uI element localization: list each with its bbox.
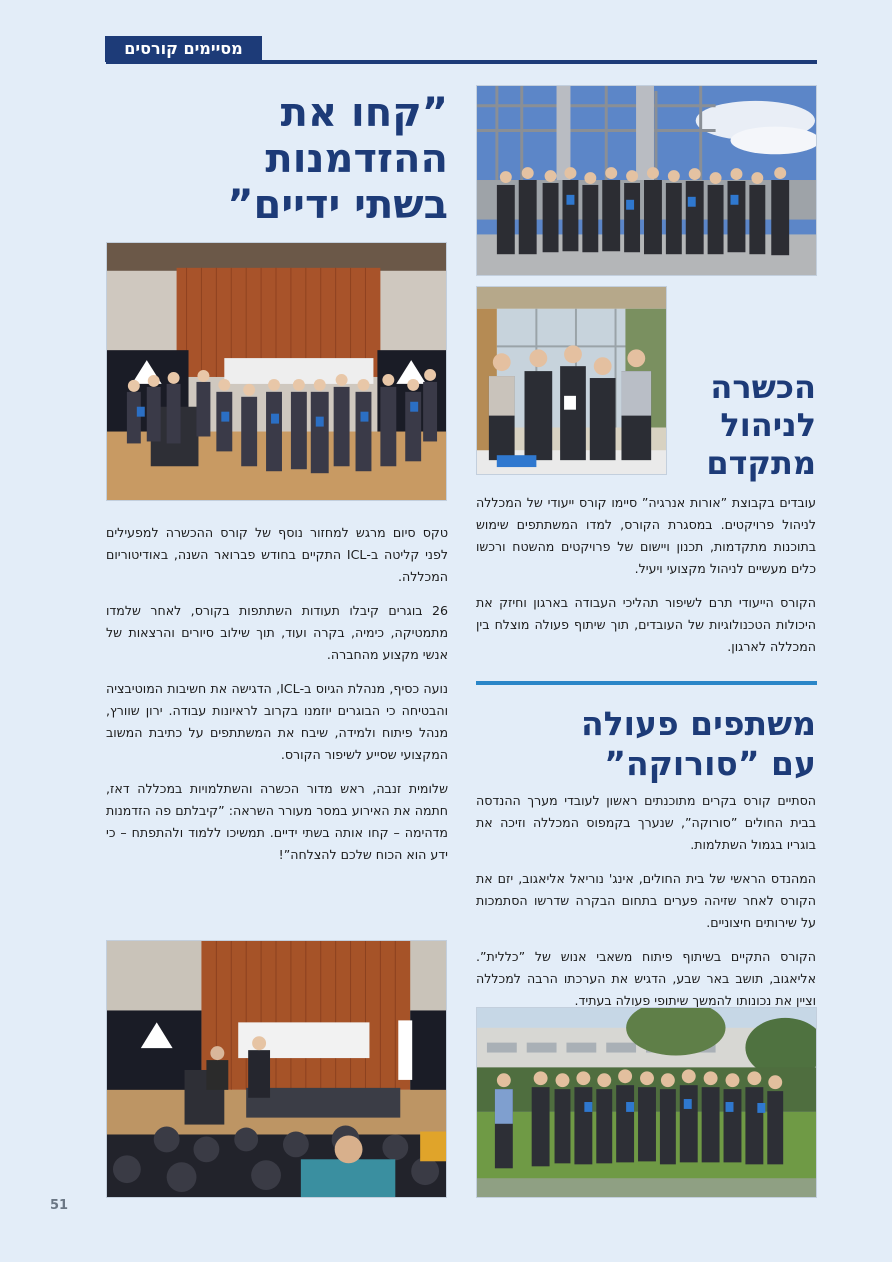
headline-line: בשתי ידיים”	[227, 182, 448, 228]
soroka-article-headline	[476, 704, 816, 784]
headline-line: ”קחו את	[280, 90, 448, 136]
paragraph: עובדים בקבוצת ”אורות אנרגיה” סיימו קורס ייעודי של המכללה לניהול פרויקטים. במסגרת הקורס, למדו המשתתפים שימוש בתוכנות מתקדמות, תכנון ויישום של פרויקטים מהשטח ורכשו כלים מעשיים לניהול מקצועי ויעיל.	[476, 495, 816, 576]
ceremony-audience-photo	[106, 940, 447, 1198]
paragraph: הקורס הייעודי תרם לשיפור תהליכי העבודה בארגון וחיזק את היכולות הטכנולוגיות של העובדים, תוך שיתוף פעולה מוצלח בין המכללה לארגון.	[476, 595, 816, 654]
soroka-article-body	[476, 790, 816, 1024]
power-station-group-photo	[476, 85, 817, 276]
paragraph: המהנדס הראשי של בית החולים, אינג' נוריאל אליאגוב, יזם את הקורס לאחר שזיהה פערים בתחום הבקרה שדרשו הסתמכות על שירותים חיצוניים.	[476, 871, 816, 930]
paragraph: נועה כסיף, מנהלת הגיוס ב-ICL, הדגישה את חשיבות המוטיבציה והבטיחה כי הבוגרים יוזמנו בקרוב לראיונות עבודה. ירון שוורץ, מנהל פיתוח ולמידה, שיבח את המשתתפים על כתיבת המשוב המקצועי שסייע לשיפור הקורס.	[106, 681, 448, 762]
lawn-group-photo	[476, 1007, 817, 1198]
management-article-headline	[670, 368, 816, 482]
auditorium-group-photo	[106, 242, 447, 501]
section-label: מסיימים קורסים	[105, 36, 262, 62]
paragraph: הסתיים קורס בקרים מתוכנתים ראשון לעובדי מערך ההנדסה בבית החולים ”סורוקה”, שנערך בקמפוס המכללה וזיכה את בוגריו בגמול השתלמות.	[476, 793, 816, 852]
management-article-body	[476, 492, 816, 670]
article-divider	[476, 681, 817, 685]
headline-line: ההזדמנות	[265, 136, 448, 182]
headline-line: הכשרה	[710, 368, 816, 406]
headline-line: עם ”סורוקה”	[604, 744, 816, 783]
main-article-body	[106, 522, 448, 878]
paragraph: 26 בוגרים קיבלו תעודות השתתפות בקורס, לאחר שלמדו מתמטיקה, כימיה, בקרה ועוד, תוך שילוב סיורים והרצאות של אנשי מקצוע מהחברה.	[106, 603, 448, 662]
main-article-headline	[106, 90, 448, 228]
paragraph: טקס סיום מרגש למחזור נוסף של קורס ההכשרה למפעילים לפני קליטה ב-ICL התקיים בחודש פברואר השנה, באודיטוריום המכללה.	[106, 525, 448, 584]
headline-line: מתקדם	[706, 444, 816, 482]
paragraph: הקורס התקיים בשיתוף פיתוח משאבי אנוש של ”כללית”. אליאגוב, תושב באר שבע, הדגיש את הערכתו הרבה למכללה וציין את נכונותו להמשך שיתופי פעולה בעתיד.	[476, 949, 816, 1008]
office-group-photo	[476, 286, 667, 475]
headline-line: לניהול	[720, 406, 816, 444]
headline-line: משתפים פעולה	[581, 704, 816, 743]
page-number: 51	[50, 1198, 69, 1213]
header-rule	[106, 60, 817, 64]
paragraph: שלומית זנבה, ראש מדור הכשרה והשתלמויות במכללה דאז, חתמה את האירוע במסר מעורר השראה: ”קיבלתם פה הזדמנות מדהימה – קחו אותה בשתי ידיים. תמשיכו ללמוד ולהתפתח – כי ידע הוא הכוח שלכם להצלחה”!	[106, 781, 448, 862]
